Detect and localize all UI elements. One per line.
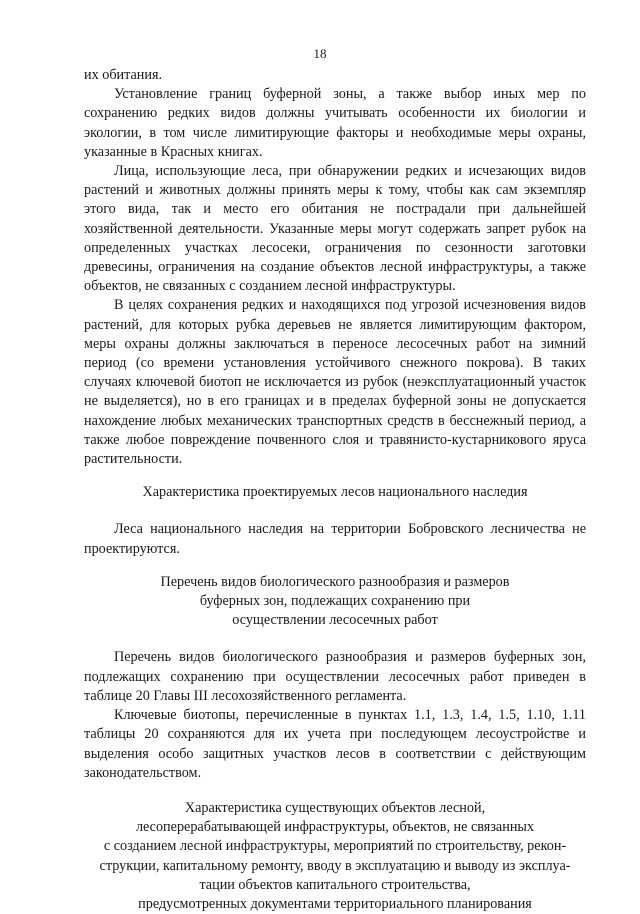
- section-heading-national-heritage: Характеристика проектируемых лесов национального наследия: [142, 484, 528, 501]
- heading-line: Перечень видов биологического разнообразия и размеров: [160, 573, 510, 590]
- page-number: 18: [313, 46, 327, 61]
- paragraph: Леса национального наследия на территории Бобровского лесничества не проектируются.: [84, 521, 586, 557]
- paragraph: В целях сохранения редких и находящихся под угрозой исчезновения видов растений, для которых рубка деревьев не является лимитирующим фактором, меры охраны должны заключаться в переносе лесосечных работ на зимний период (со времени установления устойчивого снежного покрова). В таких случаях ключевой биотоп не исключается из рубок (неэксплуатационный участок не выделяется), но в его границах и в пределах буферной зоны не допускается нахождение любых механических транспортных средств в бесснежный период, а также любое повреждение почвенного слоя и травянисто-кустарникового яруса растительности.: [84, 297, 586, 468]
- heading-line: тации объектов капитального строительства,: [199, 876, 471, 893]
- heading-line: предусмотренных документами территориального планирования: [138, 895, 532, 912]
- paragraph: их обитания.: [84, 67, 163, 83]
- paragraph: Перечень видов биологического разнообразия и размеров буферных зон, подлежащих сохранению при осуществлении лесосечных работ приведен в таблице 20 Главы III лесохозяйственного регламента.: [84, 649, 586, 704]
- heading-line: Характеристика существующих объектов лесной,: [184, 799, 486, 816]
- heading-line: струкции, капитальному ремонту, вводу в эксплуатацию и выводу из эксплуа-: [99, 857, 571, 874]
- heading-line: лесоперерабатывающей инфраструктуры, объектов, не связанных: [135, 819, 535, 836]
- paragraph: Лица, использующие леса, при обнаружении редких и исчезающих видов растений и животных должны принять меры к тому, чтобы как сам экземпляр этого вида, так и место его обитания не пострадали при дальнейшей хозяйственной деятельности. Указанные меры могут содержать запрет рубок на определенных участках лесосеки, ограничения по сезонности заготовки древесины, ограничения на создание объектов лесной инфраструктуры, а также объектов, не связанных с созданием лесной инфраструктуры.: [84, 163, 586, 295]
- heading-line: осуществлении лесосечных работ: [232, 612, 438, 629]
- heading-line: с созданием лесной инфраструктуры, мероприятий по строительству, рекон-: [103, 838, 567, 855]
- section-heading-infrastructure: [84, 799, 586, 914]
- section-heading-biodiversity: [84, 573, 586, 631]
- paragraph: Ключевые биотопы, перечисленные в пунктах 1.1, 1.3, 1.4, 1.5, 1.10, 1.11 таблицы 20 сохраняются для их учета при последующем лесоустройстве и выделения особо защитных участков лесов в соответствии с действующим законодательством.: [84, 707, 586, 781]
- paragraph: Установление границ буферной зоны, а также выбор иных мер по сохранению редких видов должны учитывать особенности их биологии и экологии, в том числе лимитирующие факторы и необходимые меры охраны, указанные в Красных книгах.: [84, 86, 586, 160]
- heading-line: буферных зон, подлежащих сохранению при: [199, 593, 471, 610]
- page-content: [84, 66, 586, 914]
